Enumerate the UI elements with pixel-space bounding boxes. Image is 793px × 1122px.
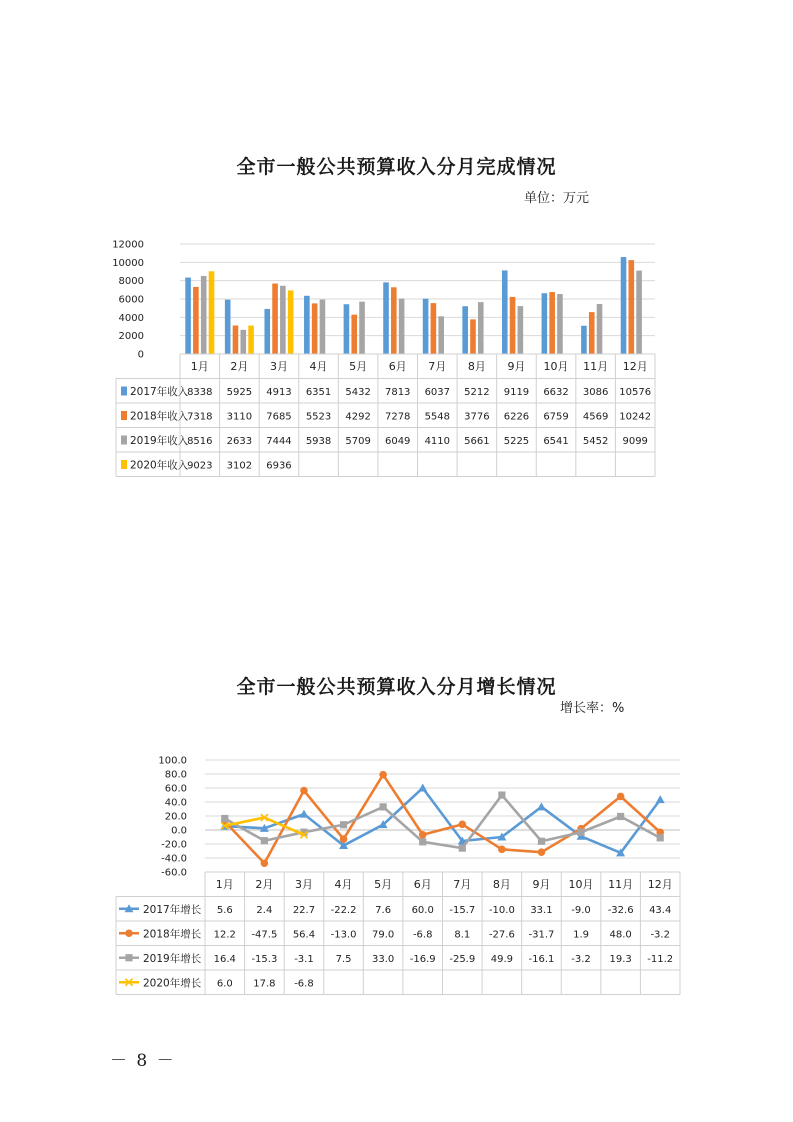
revenue-category-label: 3月 <box>269 360 288 373</box>
growth-category-label: 11月 <box>608 878 634 891</box>
growth-category-label: 9月 <box>532 878 551 891</box>
growth-point <box>458 821 466 829</box>
growth-series-line <box>225 795 660 848</box>
growth-point <box>221 815 228 822</box>
growth-table-value: -6.8 <box>412 929 433 941</box>
revenue-table-value: 3776 <box>464 411 490 423</box>
growth-y-tick-label: 40.0 <box>164 797 187 809</box>
revenue-bar <box>478 302 484 354</box>
revenue-category-label: 6月 <box>388 360 407 373</box>
growth-table-value: 22.7 <box>292 905 316 916</box>
growth-table-value: 49.9 <box>490 954 514 965</box>
growth-table-value: 6.0 <box>216 978 233 990</box>
revenue-table-value: 6632 <box>543 387 569 398</box>
growth-table-value: -16.9 <box>409 954 436 965</box>
revenue-bar <box>193 287 199 354</box>
revenue-table-value: 9099 <box>622 436 648 447</box>
growth-table-value: -16.1 <box>528 954 555 965</box>
revenue-table-value: 5661 <box>464 436 490 447</box>
revenue-table-value: 10576 <box>619 387 652 398</box>
growth-point <box>300 787 308 795</box>
revenue-category-label: 7月 <box>428 360 447 373</box>
revenue-table-value: 5709 <box>345 436 371 447</box>
revenue-table-value: 7444 <box>266 436 292 447</box>
revenue-bar <box>621 257 627 354</box>
growth-point <box>340 821 347 828</box>
growth-table-value: -31.7 <box>528 929 555 941</box>
growth-category-label: 1月 <box>215 878 234 891</box>
revenue-table-value: 8516 <box>187 436 213 447</box>
growth-table-value: -3.2 <box>571 954 591 965</box>
growth-point <box>498 846 506 854</box>
revenue-bar <box>320 300 326 354</box>
revenue-table-value: 6351 <box>305 387 332 398</box>
growth-point <box>538 848 546 856</box>
revenue-table-value: 6049 <box>384 436 411 447</box>
revenue-y-tick-label: 12000 <box>112 239 144 251</box>
growth-legend-label: 2019年增长 <box>143 953 202 965</box>
growth-table-value: -10.0 <box>488 905 515 916</box>
revenue-legend-label: 2019年收入 <box>130 435 189 447</box>
revenue-bar <box>597 304 603 354</box>
revenue-category-label: 11月 <box>583 360 609 373</box>
growth-table-value: 8.1 <box>454 929 471 941</box>
revenue-bar-chart <box>110 232 660 482</box>
revenue-bar <box>542 293 548 354</box>
growth-legend-label: 2017年增长 <box>143 904 202 916</box>
growth-table-value: 17.8 <box>253 978 276 990</box>
revenue-bar <box>589 312 595 354</box>
revenue-bar <box>209 271 215 354</box>
growth-y-tick-label: 0.0 <box>171 825 187 837</box>
revenue-bar <box>312 303 318 354</box>
growth-table-value: 7.5 <box>335 954 352 965</box>
revenue-category-label: 1月 <box>190 360 209 373</box>
growth-point <box>261 859 269 867</box>
growth-point <box>299 810 308 818</box>
revenue-table-value: 7813 <box>384 387 411 398</box>
growth-legend-label: 2018年增长 <box>143 928 202 941</box>
revenue-y-tick-label: 2000 <box>118 331 144 343</box>
revenue-bar <box>344 304 350 354</box>
growth-table-value: -3.2 <box>650 929 670 941</box>
growth-table-value: -13.0 <box>330 929 357 941</box>
growth-legend-marker <box>125 929 133 937</box>
revenue-table-value: 3102 <box>226 460 253 472</box>
revenue-table-value: 6541 <box>543 436 569 447</box>
revenue-chart-title: 全市一般公共预算收入分月完成情况 <box>236 156 557 178</box>
revenue-legend-label: 2018年收入 <box>130 410 189 423</box>
revenue-bar <box>304 296 310 354</box>
revenue-table-value: 6037 <box>424 387 451 398</box>
revenue-bar <box>470 319 476 354</box>
growth-point <box>419 831 427 839</box>
revenue-y-tick-label: 6000 <box>118 294 144 306</box>
growth-category-label: 7月 <box>453 878 472 891</box>
revenue-table-value: 7278 <box>384 411 411 423</box>
growth-table-value: 48.0 <box>609 929 632 941</box>
revenue-bar <box>518 306 524 354</box>
revenue-table-value: 9023 <box>187 460 213 472</box>
revenue-bar <box>248 326 254 354</box>
revenue-bar <box>272 284 278 354</box>
revenue-bar <box>510 297 516 354</box>
growth-table-value: 43.4 <box>649 905 672 916</box>
growth-y-tick-label: -20.0 <box>161 839 187 851</box>
revenue-y-tick-label: 0 <box>137 349 144 361</box>
growth-point <box>459 845 466 852</box>
growth-table-value: -47.5 <box>251 929 278 941</box>
growth-category-label: 2月 <box>255 878 274 891</box>
growth-table-value: -3.1 <box>294 954 314 965</box>
growth-table-value: 16.4 <box>213 954 236 965</box>
growth-point <box>379 771 387 779</box>
growth-table-value: -15.3 <box>251 954 278 965</box>
revenue-bar <box>636 271 642 354</box>
revenue-category-label: 9月 <box>507 360 526 373</box>
revenue-category-label: 4月 <box>309 360 328 373</box>
growth-table-value: -9.0 <box>571 905 591 916</box>
revenue-table-value: 6759 <box>543 411 569 423</box>
revenue-bar <box>581 326 587 354</box>
revenue-table-value: 5212 <box>464 387 490 398</box>
revenue-table-value: 4110 <box>424 436 451 447</box>
revenue-table-value: 5523 <box>305 411 332 423</box>
revenue-y-tick-label: 8000 <box>118 276 144 288</box>
growth-table-value: -27.6 <box>488 929 515 941</box>
revenue-bar <box>462 306 468 354</box>
revenue-table-value: 2633 <box>226 436 253 447</box>
revenue-bar <box>383 282 389 354</box>
revenue-bar <box>280 286 286 354</box>
revenue-category-label: 2月 <box>230 360 249 373</box>
revenue-bar <box>351 315 357 354</box>
growth-table-value: -32.6 <box>607 905 634 916</box>
revenue-legend-key <box>121 411 127 420</box>
growth-point <box>656 795 665 803</box>
growth-legend-marker <box>125 954 132 961</box>
revenue-bar <box>391 287 397 354</box>
revenue-bar <box>185 278 191 354</box>
revenue-table-value: 5225 <box>503 436 530 447</box>
growth-point <box>617 793 625 801</box>
growth-point <box>261 837 268 844</box>
revenue-bar <box>233 325 239 354</box>
revenue-legend-key <box>121 436 127 445</box>
revenue-y-tick-label: 4000 <box>118 312 144 324</box>
growth-category-label: 5月 <box>374 878 393 891</box>
growth-y-tick-label: 80.0 <box>164 769 187 781</box>
revenue-table-value: 10242 <box>619 411 652 423</box>
revenue-legend-label: 2017年收入 <box>130 386 189 398</box>
growth-y-tick-label: -60.0 <box>161 867 187 879</box>
growth-category-label: 10月 <box>568 878 594 891</box>
revenue-table-value: 9119 <box>503 387 530 398</box>
growth-table-value: -6.8 <box>294 978 314 990</box>
revenue-bar <box>288 290 294 354</box>
growth-table-value: 12.2 <box>213 929 236 941</box>
page-number: － 8 － <box>110 1051 176 1071</box>
revenue-bar <box>399 299 405 354</box>
growth-point <box>537 802 546 810</box>
revenue-bar <box>225 300 231 354</box>
growth-legend-label: 2020年增长 <box>143 977 202 990</box>
revenue-legend-key <box>121 387 127 396</box>
growth-table-value: 2.4 <box>256 905 273 916</box>
growth-category-label: 12月 <box>647 878 673 891</box>
growth-table-value: 5.6 <box>216 905 233 916</box>
growth-line-chart <box>110 750 685 1000</box>
revenue-category-label: 5月 <box>349 360 368 373</box>
revenue-table-value: 5925 <box>226 387 253 398</box>
growth-table-value: -25.9 <box>449 954 476 965</box>
growth-point <box>617 813 624 820</box>
growth-table-value: 79.0 <box>371 929 395 941</box>
growth-point <box>538 838 545 845</box>
revenue-category-label: 12月 <box>622 360 648 373</box>
revenue-bar <box>629 260 635 354</box>
growth-table-value: 60.0 <box>411 905 434 916</box>
revenue-bar <box>438 316 444 354</box>
revenue-table-value: 7685 <box>266 411 292 423</box>
revenue-bar <box>240 330 246 354</box>
growth-y-tick-label: 60.0 <box>164 783 187 795</box>
growth-y-tick-label: 100.0 <box>158 755 187 767</box>
revenue-category-label: 10月 <box>543 360 569 373</box>
growth-series-line <box>225 788 660 853</box>
revenue-table-value: 5548 <box>424 411 451 423</box>
revenue-table-value: 3086 <box>582 387 609 398</box>
revenue-legend-label: 2020年收入 <box>130 459 189 472</box>
revenue-bar <box>502 270 508 354</box>
revenue-bar <box>557 294 563 354</box>
growth-y-tick-label: -40.0 <box>161 853 187 865</box>
revenue-y-tick-label: 10000 <box>112 257 144 269</box>
growth-table-value: 7.6 <box>375 905 392 916</box>
revenue-table-value: 4913 <box>266 387 292 398</box>
revenue-bar <box>359 302 365 354</box>
revenue-table-value: 5938 <box>305 436 332 447</box>
revenue-table-value: 7318 <box>187 411 213 423</box>
revenue-table-value: 6226 <box>503 411 530 423</box>
growth-table-value: 19.3 <box>609 954 632 965</box>
growth-point <box>657 834 664 841</box>
growth-table-value: -22.2 <box>330 905 357 916</box>
growth-point <box>577 829 584 836</box>
revenue-bar <box>264 309 270 354</box>
growth-point <box>498 791 505 798</box>
growth-table-value: 1.9 <box>573 929 589 941</box>
revenue-bar <box>423 299 429 354</box>
growth-point <box>380 803 387 810</box>
revenue-bar <box>549 292 555 354</box>
growth-category-label: 4月 <box>334 878 353 891</box>
growth-table-value: 33.1 <box>530 905 553 916</box>
growth-table-value: 56.4 <box>292 929 316 941</box>
growth-y-tick-label: 20.0 <box>164 811 187 823</box>
revenue-table-value: 3110 <box>226 411 253 423</box>
growth-table-value: -15.7 <box>449 905 476 916</box>
growth-point <box>419 838 426 845</box>
growth-chart-title: 全市一般公共预算收入分月增长情况 <box>236 676 557 698</box>
revenue-category-label: 8月 <box>467 360 486 373</box>
growth-table-value: 33.0 <box>371 954 395 965</box>
growth-category-label: 6月 <box>413 878 432 891</box>
growth-point <box>340 835 348 843</box>
revenue-bar <box>431 303 437 354</box>
revenue-table-value: 4569 <box>582 411 609 423</box>
revenue-table-value: 5432 <box>345 387 371 398</box>
growth-category-label: 8月 <box>492 878 511 891</box>
revenue-table-value: 8338 <box>187 387 213 398</box>
growth-unit-label: 增长率：% <box>560 701 625 716</box>
revenue-table-value: 6936 <box>266 460 292 472</box>
revenue-bar <box>201 276 207 354</box>
growth-table-value: -11.2 <box>647 954 674 965</box>
revenue-table-value: 5452 <box>582 436 609 447</box>
revenue-unit-label: 单位：万元 <box>524 191 590 206</box>
revenue-table-value: 4292 <box>345 411 371 423</box>
revenue-legend-key <box>121 460 127 469</box>
growth-category-label: 3月 <box>294 878 313 891</box>
